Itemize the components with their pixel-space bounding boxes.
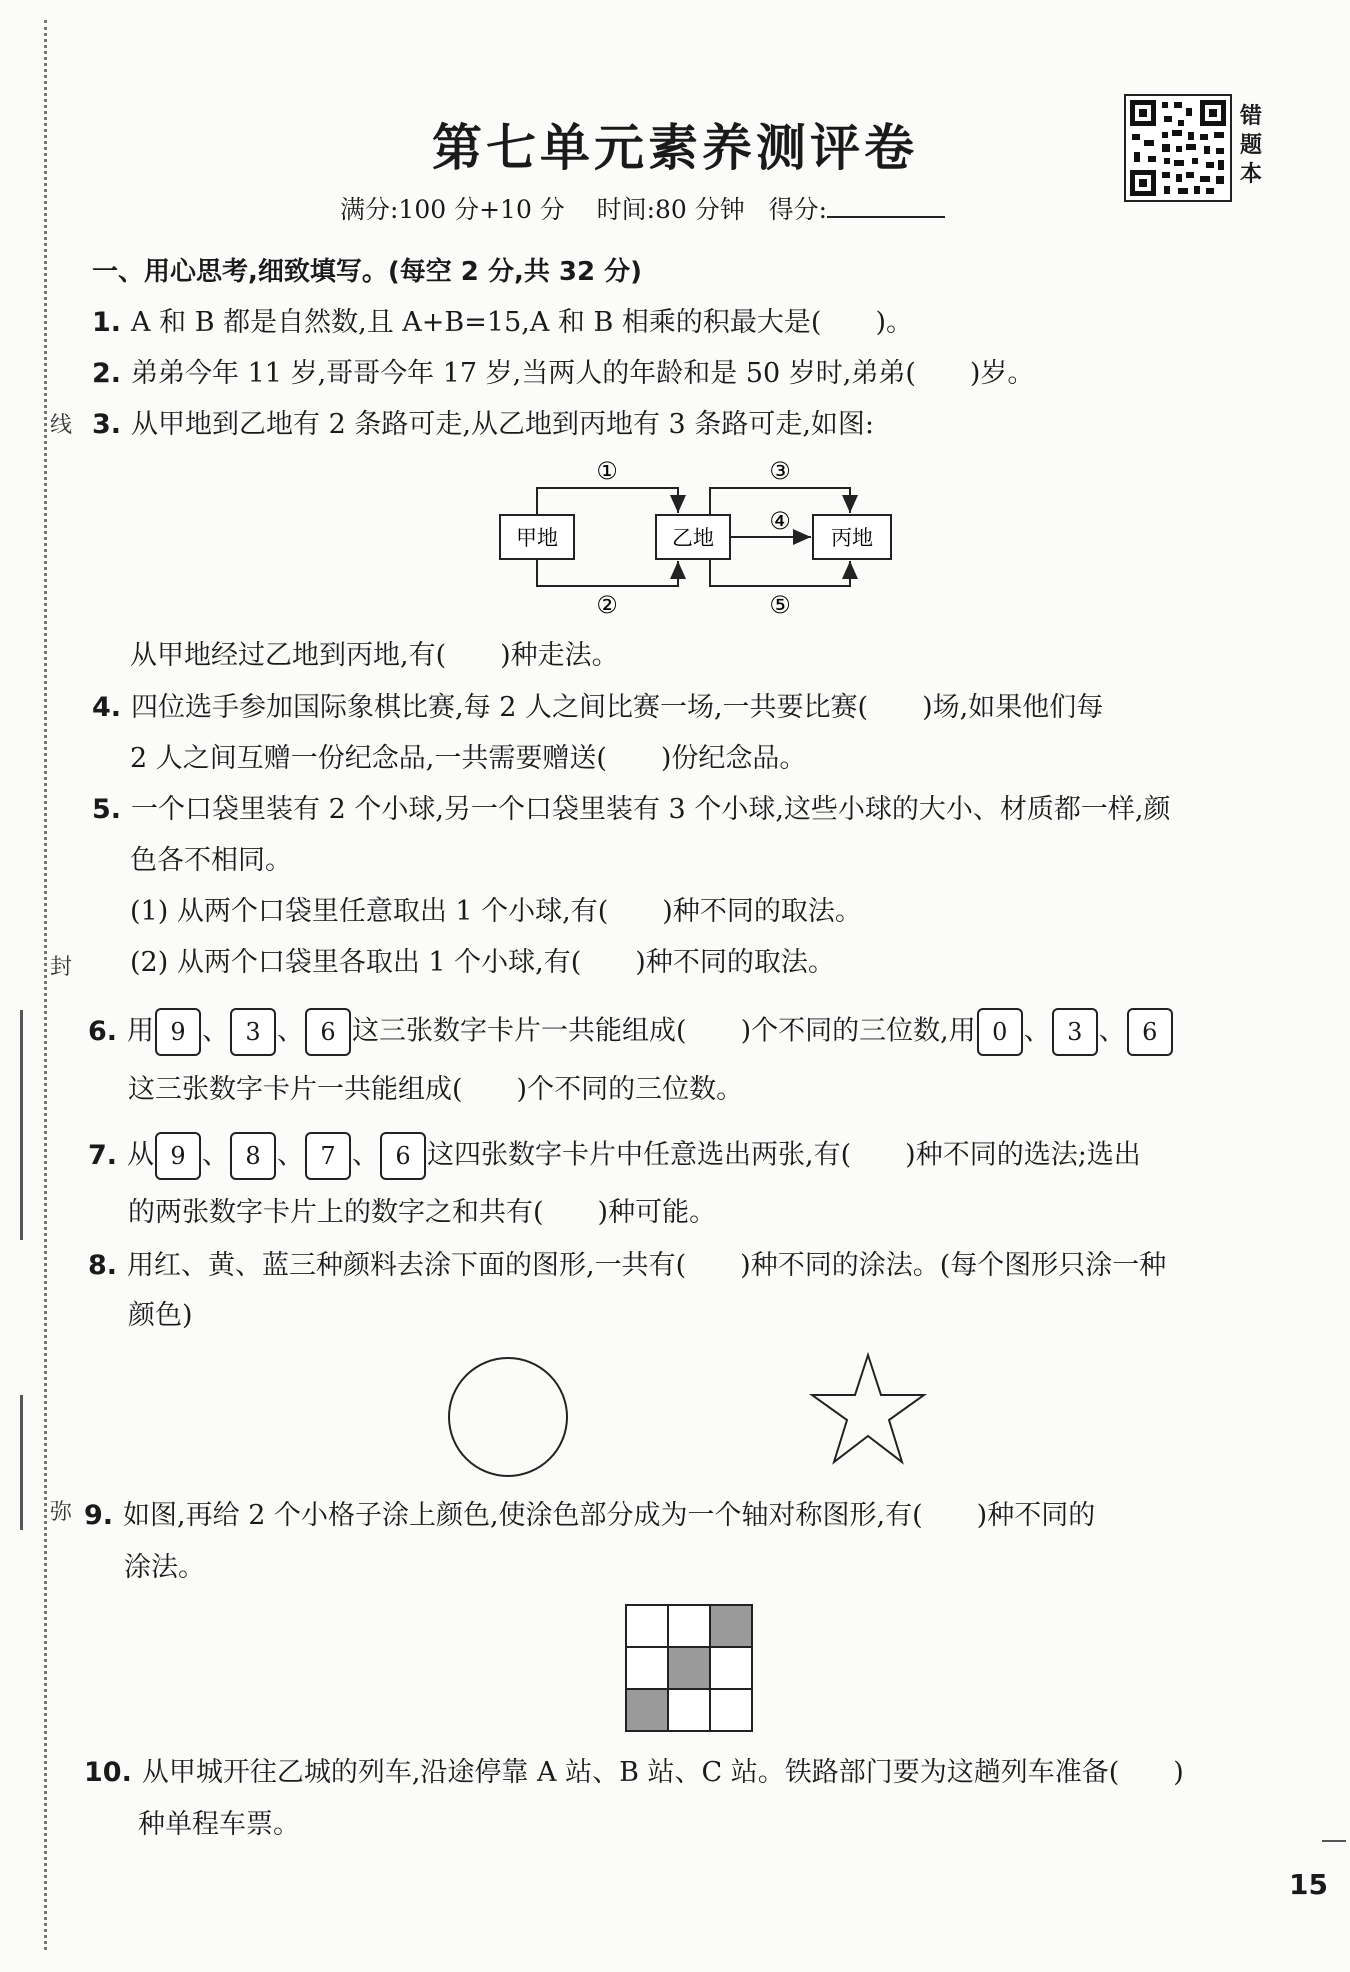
question-4-line-2: 2 人之间互赠一份纪念品,一共需要赠送( )份纪念品。 (130, 743, 807, 774)
digit-card: 8 (230, 1132, 276, 1180)
question-3: 3. 从甲地到乙地有 2 条路可走,从乙地到丙地有 3 条路可走,如图: (92, 409, 874, 440)
grid-cell (626, 1605, 668, 1647)
grid-cell (668, 1605, 710, 1647)
grid-cell (626, 1647, 668, 1689)
route-label-4: ④ (769, 507, 791, 535)
question-2: 2. 弟弟今年 11 岁,哥哥今年 17 岁,当两人的年龄和是 50 岁时,弟弟( )岁。 (92, 358, 1035, 389)
route-2 (537, 559, 678, 586)
page-title: 第七单元素养测评卷 (432, 118, 918, 177)
grid-cell (710, 1689, 752, 1731)
digit-card: 6 (1127, 1008, 1173, 1056)
question-4: 4. 四位选手参加国际象棋比赛,每 2 人之间比赛一场,一共要比赛( )场,如果他们每 (92, 692, 1104, 723)
grid-cell-shaded (626, 1689, 668, 1731)
page-number: 15 (1289, 1868, 1328, 1901)
digit-card: 0 (977, 1008, 1023, 1056)
time-limit: 时间:80 分钟 (596, 195, 745, 224)
page-number-rule (1322, 1840, 1346, 1842)
section-1-heading: 一、用心思考,细致填写。(每空 2 分,共 32 分) (92, 257, 642, 287)
digit-card: 9 (155, 1132, 201, 1180)
digit-card: 3 (1052, 1008, 1098, 1056)
binding-mark-seal-2: 弥 (50, 1500, 73, 1525)
question-1: 1. A 和 B 都是自然数,且 A+B=15,A 和 B 相乘的积最大是( )。 (92, 307, 913, 338)
question-7: 7. 从 9 、 8 、 7 、 6 这四张数字卡片中任意选出两张,有( )种不同的选法;选出 (88, 1132, 1141, 1180)
digit-card: 3 (230, 1008, 276, 1056)
grid-cell-shaded (710, 1605, 752, 1647)
route-diagram (490, 455, 900, 625)
exam-info (340, 190, 945, 226)
question-7-line-2: 的两张数字卡片上的数字之和共有( )种可能。 (128, 1197, 717, 1228)
question-5: 5. 一个口袋里装有 2 个小球,另一个口袋里装有 3 个小球,这些小球的大小、材质都一样,颜 (92, 794, 1171, 825)
score-label: 得分: (768, 195, 828, 224)
route-label-1: ① (596, 457, 618, 485)
question-8: 8. 用红、黄、蓝三种颜料去涂下面的图形,一共有( )种不同的涂法。(每个图形只涂一种 (88, 1250, 1167, 1281)
question-6: 6. 用 9 、 3 、 6 这三张数字卡片一共能组成( )个不同的三位数,用 0 、 3 、 6 (88, 1008, 1174, 1056)
question-5-part-1: (1) 从两个口袋里任意取出 1 个小球,有( )种不同的取法。 (130, 896, 862, 927)
question-9-line-2: 涂法。 (124, 1552, 205, 1583)
digit-card: 7 (305, 1132, 351, 1180)
route-label-2: ② (596, 591, 618, 619)
binding-mark-seal: 封 (50, 955, 73, 980)
circle-shape (449, 1358, 567, 1476)
digit-card: 9 (155, 1008, 201, 1056)
score-blank[interactable] (827, 192, 945, 218)
digit-card: 6 (380, 1132, 426, 1180)
full-score: 满分:100 分+10 分 (340, 195, 565, 224)
question-3-answer: 从甲地经过乙地到丙地,有( )种走法。 (130, 640, 619, 671)
grid-cell (668, 1689, 710, 1731)
qr-code[interactable] (1124, 94, 1232, 202)
wrong-question-book-label: 错 题 本 (1240, 104, 1263, 187)
place-bing: 丙地 (831, 526, 873, 550)
route-1 (537, 488, 678, 515)
grid-cell (710, 1647, 752, 1689)
route-5 (710, 559, 850, 586)
question-5-line-2: 色各不相同。 (130, 845, 292, 876)
question-10: 10. 从甲城开往乙城的列车,沿途停靠 A 站、B 站、C 站。铁路部门要为这趟列车准备( ) (84, 1757, 1184, 1788)
margin-rule (20, 1010, 23, 1240)
star-shape (812, 1355, 924, 1462)
digit-card: 6 (305, 1008, 351, 1056)
question-6-line-2: 这三张数字卡片一共能组成( )个不同的三位数。 (128, 1074, 744, 1105)
route-label-3: ③ (769, 457, 791, 485)
question-8-line-2: 颜色) (128, 1300, 193, 1331)
qr-code-image (1126, 96, 1230, 200)
place-yi: 乙地 (672, 526, 714, 550)
question-5-part-2: (2) 从两个口袋里各取出 1 个小球,有( )种不同的取法。 (130, 947, 835, 978)
binding-mark-line: 线 (50, 413, 73, 438)
shapes-figure (440, 1345, 950, 1485)
place-jia: 甲地 (516, 526, 558, 550)
question-10-line-2: 种单程车票。 (138, 1809, 300, 1840)
grid-cell-shaded (668, 1647, 710, 1689)
margin-rule (20, 1395, 23, 1530)
binding-dotted-line (44, 20, 47, 1950)
route-label-5: ⑤ (769, 591, 791, 619)
question-9: 9. 如图,再给 2 个小格子涂上颜色,使涂色部分成为一个轴对称图形,有( )种不同的 (84, 1500, 1096, 1531)
shading-grid (624, 1603, 756, 1735)
